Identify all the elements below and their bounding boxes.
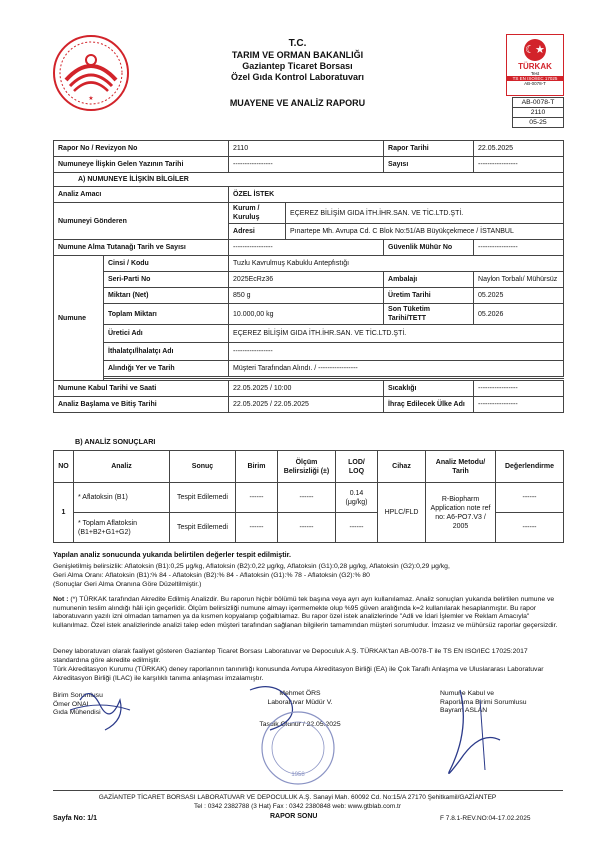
footer-contact: Tel : 0342 2382788 (3 Hat) Fax : 0342 2380848 web: www.gtblab.com.tr: [193, 803, 402, 810]
code-accreditation: AB-0078-T: [513, 98, 563, 108]
count-label: Sayısı: [384, 157, 474, 173]
section-a-title: A) NUMUNEYE İLİŞKİN BİLGİLER: [54, 173, 564, 187]
accept-value: 22.05.2025 / 10:00: [229, 381, 384, 397]
range-value: 22.05.2025 / 22.05.2025: [229, 397, 384, 413]
purpose-label: Analiz Amacı: [54, 187, 229, 203]
crescent-star-icon: ☾★: [524, 39, 546, 61]
org-label: Kurum / Kuruluş: [229, 203, 286, 224]
accreditation-note: Deney laboratuvarı olarak faaliyet gösteren Gaziantep Ticaret Borsası Laboratuvar ve Depoculuk A.Ş. TÜRKAK'tan AB-0078-T ile TS EN ISO/IEC 17025:2017 standardına göre akredite edilmiştir.: [53, 648, 528, 664]
col-device: Cihaz: [378, 451, 426, 483]
range-label: Analiz Başlama ve Bitiş Tarihi: [54, 397, 229, 413]
importer-value: -----------------: [229, 343, 564, 361]
letter-date-label: Numuneye İlişkin Gelen Yazının Tarihi: [54, 157, 229, 173]
turkak-sub1: Test: [530, 71, 540, 76]
report-end: RAPOR SONU: [270, 813, 318, 820]
signature-scribbles: [40, 680, 580, 800]
code-box: [512, 97, 564, 128]
receipt-value: -----------------: [229, 240, 384, 256]
sender-label: Numuneyi Gönderen: [54, 203, 229, 240]
col-evaluation: Değerlendirme: [496, 451, 564, 483]
total-label: Toplam Miktarı: [104, 304, 229, 325]
report-date-label: Rapor Tarihi: [384, 141, 474, 157]
lod-cell: ------: [336, 513, 378, 543]
col-unit: Birim: [236, 451, 278, 483]
count-value: -----------------: [474, 157, 564, 173]
lod-cell: 0.14 (μg/kg): [336, 483, 378, 513]
report-date-value: 22.05.2025: [474, 141, 564, 157]
form-code: F 7.8.1-REV.NO:04-17.02.2025: [440, 815, 531, 822]
lot-label: Seri-Parti No: [104, 272, 229, 288]
center-sign-name: Mehmet ÖRS: [279, 690, 321, 697]
country-value: -----------------: [474, 397, 564, 413]
report-no-label: Rapor No / Revizyon No: [54, 141, 229, 157]
correction-note: (Sonuçlar Geri Alma Oranına Göre Düzeltilmiştir.): [53, 581, 202, 588]
place-label: Alındığı Yer ve Tarih: [104, 361, 229, 377]
net-label: Miktarı (Net): [104, 288, 229, 304]
lot-value: 2025EcRz36: [229, 272, 384, 288]
type-label: Cinsi / Kodu: [104, 256, 229, 272]
org-value: EÇEREZ BİLİŞİM GIDA İTH.İHR.SAN. VE TİC.LTD.ŞTİ.: [286, 203, 564, 224]
left-sign-role: Birim Sorumlusu: [53, 692, 103, 699]
section-b-title: B) ANALİZ SONUÇLARI: [75, 437, 156, 446]
row-no: 1: [54, 483, 74, 543]
evaluation-cell: ------: [496, 513, 564, 543]
header-ministry: TARIM VE ORMAN BAKANLIĞI: [231, 50, 364, 60]
pack-value: Naylon Torbalı/ Mühürsüz: [474, 272, 564, 288]
left-sign-title: Gıda Mühendisi: [53, 709, 101, 717]
stamp-year: 1958: [291, 772, 305, 778]
seal-value: -----------------: [474, 240, 564, 256]
maker-value: EÇEREZ BİLİŞİM GIDA İTH.İHR.SAN. VE TİC.LTD.ŞTİ.: [229, 325, 564, 343]
right-sign-role2: Raporlama Birimi Sorumlusu: [440, 698, 527, 706]
purpose-value: ÖZEL İSTEK: [229, 187, 564, 203]
address-label: Adresi: [229, 224, 286, 240]
table-row: [54, 483, 564, 513]
importer-label: İthalatçı/İhalatçı Adı: [104, 343, 229, 361]
header-lab: Özel Gıda Kontrol Laboratuvarı: [230, 72, 365, 82]
center-sign-title: Laboratuvar Müdür V.: [267, 698, 333, 706]
production-value: 05.2025: [474, 288, 564, 304]
right-sign-name: Bayram ASLAN: [440, 707, 488, 715]
col-uncertainty: Ölçüm Belirsizliği (±): [278, 451, 336, 483]
results-table: [53, 450, 564, 543]
header-exchange: Gaziantep Ticaret Borsası: [242, 61, 353, 71]
analysis-cell: * Toplam Aflatoksin (B1+B2+G1+G2): [74, 513, 170, 543]
turkak-note: Türk Akreditasyon Kurumu (TÜRKAK) deney raporlarının tanınırlığı konusunda Avrupa Akreditasyon Birliği (EA) ile Çok Taraflı Anlaşma ve Uluslararası Laboratuvar Akreditasyon Birliği (ILAC) ile karşılıklı tanıma anlaşması imzalamıştır.: [53, 666, 544, 682]
turkak-logo: [506, 34, 564, 96]
footer-address: GAZİANTEP TİCARET BORSASI LABORATUVAR VE DEPOCULUK A.Ş. Sanayi Mah. 60092 Cd. No:15/A 27170 Şehitkamil/GAZİANTEP: [98, 794, 497, 801]
col-no: NO: [54, 451, 74, 483]
recovery-note: Geri Alma Oranı: Aflatoksin (B1):% 84 - Aflatoksin (B2):% 84 - Aflatoksin (G1):% 78 - Aflatoksin (G2):% 80: [53, 572, 370, 579]
note-text: (*) TÜRKAK tarafından Akredite Edilmiş Analizdir. Bu raporun hiçbir bölümü tek başına veya ayrı ayrı kullanılamaz. Analiz sonuçları yukarıda belirtilen numune ve numunenin teslim alındığı hâli için geçerlidir. Ölçüm belirsizliği numune almayı içermemekte olup %95 güven aralığında k=2 kullanılarak hesaplanmıştır. Bu rapor laboratuvarın yazılı izni olmadan tamamen ya da kısmen kopyalanıp çoğaltılamaz. Bu rapor özel istek analizlerinde "Adli ve İdari İşlemler ve Reklam Amacıyla" kullanılmaz. Özel istek analizlerinde analizi talep eden müşteri tarafından sağlanan bilgilerin tamamından müşteri sorumludur. İmzasız ve mühürsüz raporlar geçersizdir.: [53, 596, 558, 629]
unit-cell: ------: [236, 483, 278, 513]
svg-text:★: ★: [88, 96, 94, 102]
pack-label: Ambalajı: [384, 272, 474, 288]
turkak-sub2: TS EN ISO/IEC 17025: [507, 76, 563, 81]
col-analysis: Analiz: [74, 451, 170, 483]
expiry-value: 05.2026: [474, 304, 564, 325]
page-number: Sayfa No: 1/1: [53, 815, 97, 822]
code-period: 05-25: [529, 119, 547, 126]
sample-label: Numune: [54, 256, 104, 381]
accept-label: Numune Kabul Tarihi ve Saati: [54, 381, 229, 397]
place-value: Müşteri Tarafından Alındı. / -----------------: [229, 361, 564, 377]
center-approval: Tasdik Olunur / 22.05.2025: [259, 721, 341, 729]
turkak-text: TÜRKAK: [518, 62, 552, 71]
report-title: MUAYENE VE ANALİZ RAPORU: [229, 98, 366, 108]
net-value: 850 g: [229, 288, 384, 304]
legal-note: [53, 596, 563, 630]
production-label: Üretim Tarihi: [384, 288, 474, 304]
col-method: Analiz Metodu/ Tarih: [426, 451, 496, 483]
seal-label: Güvenlik Mühür No: [384, 240, 474, 256]
right-sign-role1: Numune Kabul ve: [440, 690, 495, 697]
uncertainty-cell: ------: [278, 483, 336, 513]
address-value: Pınartepe Mh. Avrupa Cd. C Blok No:51/AB Büyükçekmece / İSTANBUL: [286, 224, 564, 240]
uncertainty-cell: ------: [278, 513, 336, 543]
footer-divider: [53, 790, 563, 791]
method-cell: R-Biopharm Application note ref no: A6-PO7.V3 / 2005: [426, 483, 496, 543]
unit-cell: ------: [236, 513, 278, 543]
left-sign-name: Ömer ONAL: [53, 700, 91, 708]
result-cell: Tespit Edilemedi: [170, 513, 236, 543]
temp-value: -----------------: [474, 381, 564, 397]
col-result: Sonuç: [170, 451, 236, 483]
analysis-cell: * Aflatoksin (B1): [74, 483, 170, 513]
header-tc: T.C.: [288, 38, 307, 49]
type-value: Tuzlu Kavrulmuş Kabuklu Antepfıstığı: [229, 256, 564, 272]
temp-label: Sıcaklığı: [384, 381, 474, 397]
expiry-label: Son Tüketim Tarihi/TETT: [384, 304, 474, 325]
code-report: 2110: [513, 108, 563, 118]
note-label: Not :: [53, 596, 69, 603]
evaluation-cell: ------: [496, 483, 564, 513]
result-headline: Yapılan analiz sonucunda yukarıda belirtilen değerler tespit edilmiştir.: [53, 550, 292, 559]
country-label: İhraç Edilecek Ülke Adı: [384, 397, 474, 413]
report-no-value: 2110: [229, 141, 384, 157]
maker-label: Üretici Adı: [104, 325, 229, 343]
total-value: 10.000,00 kg: [229, 304, 384, 325]
turkak-sub3: AB-0078-T: [524, 81, 546, 86]
sample-info-table: [53, 140, 564, 413]
uncertainty-note: Genişletilmiş belirsizlik: Aflatoksin (B1):0,25 μg/kg, Aflatoksin (B2):0,22 μg/kg, Aflatoksin (G1):0,28 μg/kg, Aflatoksin (G2):0,29 μg/kg,: [53, 563, 450, 570]
device-cell: HPLC/FLD: [378, 483, 426, 543]
col-lod-loq: LOD/ LOQ: [336, 451, 378, 483]
letter-date-value: -----------------: [229, 157, 384, 173]
receipt-label: Numune Alma Tutanağı Tarih ve Sayısı: [54, 240, 229, 256]
result-cell: Tespit Edilemedi: [170, 483, 236, 513]
